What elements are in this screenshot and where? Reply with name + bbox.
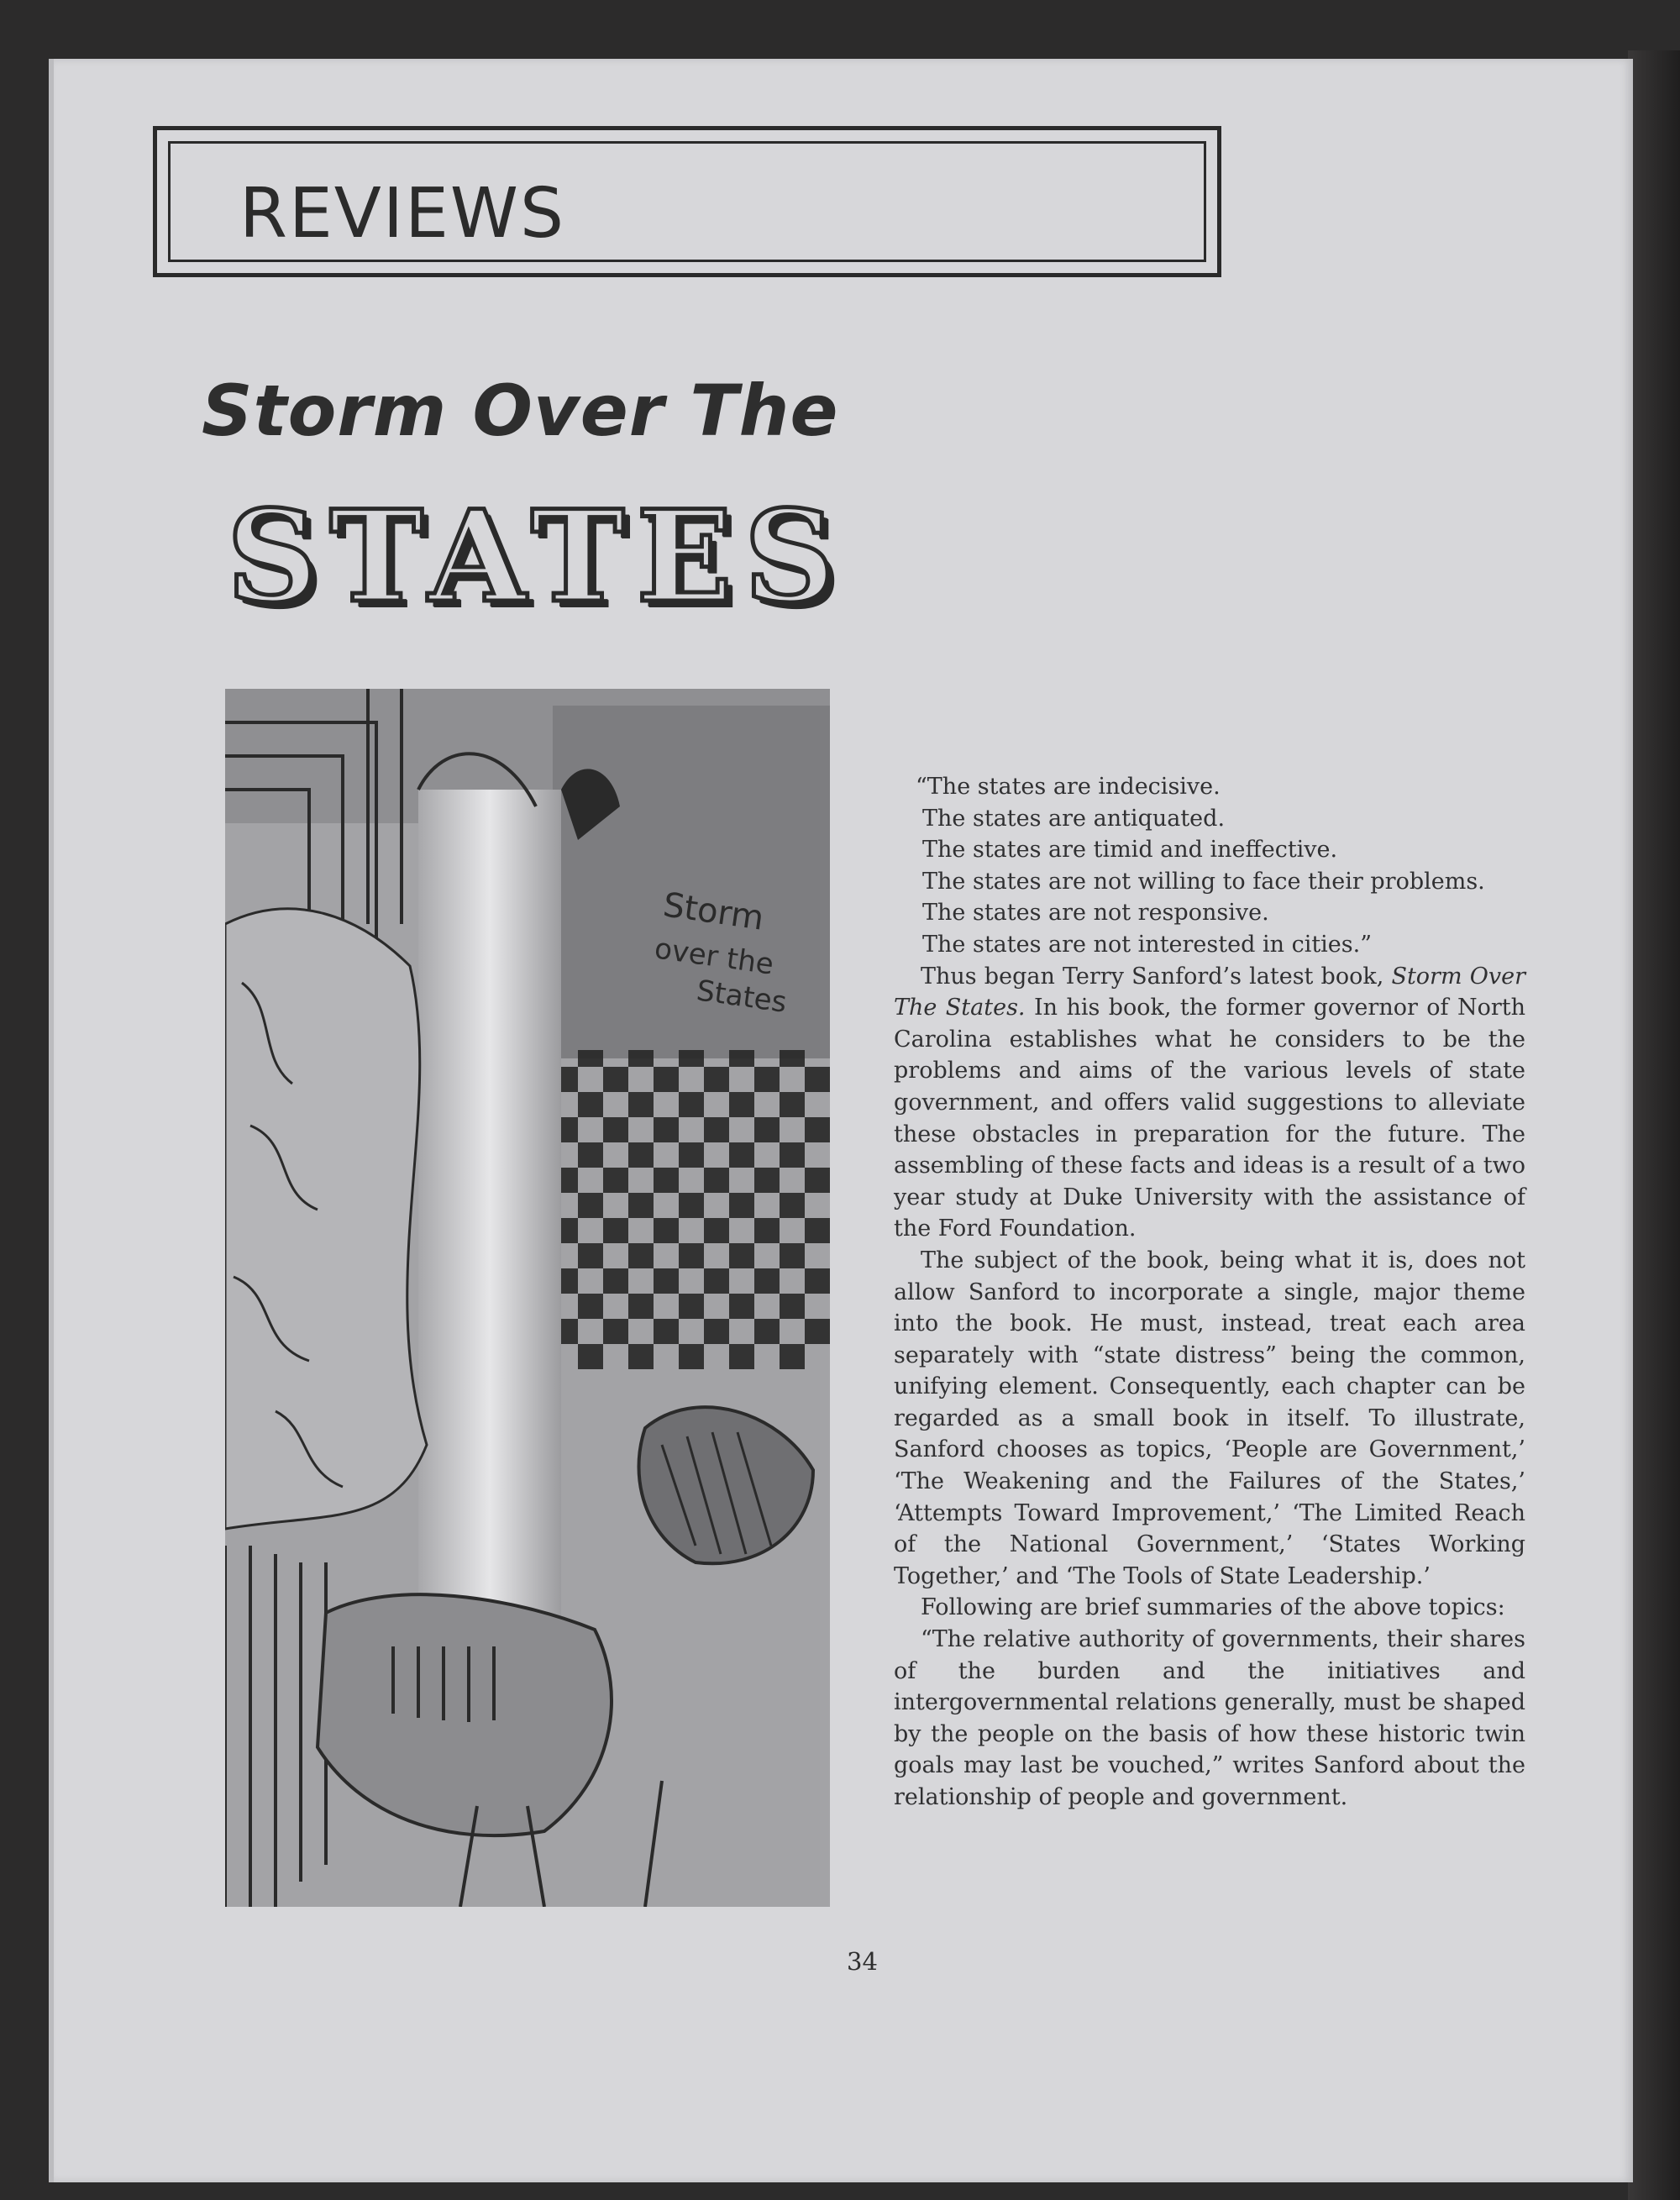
article-title-line-1: Storm Over The xyxy=(202,370,839,452)
paragraph-2: The subject of the book, being what it is, does not allow Sanford to incorporate a single, major theme into the book. He must, instead, treat each area separately with “state distress” being the common, unifying element. Consequently, each chapter can be regarded as a small book in itself. To illustrate, Sanford chooses as topics, ‘People are Government,’ ‘The Weakening and the Failures of the States,’ ‘Attempts Toward Improvement,’ ‘The Limited Reach of the National Government,’ ‘States Working Together,’ and ‘The Tools of State Leadership.’ xyxy=(894,1247,1525,1589)
article-body xyxy=(894,771,1525,1814)
svg-text:Storm: Storm xyxy=(660,885,767,938)
svg-text:States: States xyxy=(694,974,789,1020)
section-header-box xyxy=(153,126,1221,277)
quote-line: The states are not willing to face their problems. xyxy=(922,868,1485,895)
paragraph-4: “The relative authority of governments, their shares of the burden and the initiatives and intergovernmental relations generally, must be shaped by the people on the basis of how these historic twin goals may last be vouched,” writes Sanford about the relationship of people and government. xyxy=(894,1626,1525,1810)
quote-line: The states are antiquated. xyxy=(922,805,1226,832)
paragraph-3: Following are brief summaries of the above topics: xyxy=(921,1594,1505,1621)
article-title-line-2: STATES xyxy=(227,483,848,631)
section-label: REVIEWS xyxy=(239,174,566,254)
quote-line: “The states are indecisive. xyxy=(916,774,1221,800)
illustration-drawing xyxy=(225,689,830,1907)
article-illustration xyxy=(225,689,830,1907)
page-number: 34 xyxy=(847,1947,878,1976)
quote-line: The states are not interested in cities.” xyxy=(922,931,1373,958)
paragraph-1-lead: Thus began Terry Sanford’s latest book, xyxy=(921,963,1392,990)
paragraph-1-rest: In his book, the former governor of North Carolina establishes what he considers to be the problems and aims of the various levels of state government, and offers valid suggestions to alleviate these obstacles in preparation for the future. The assembling of these facts and ideas is a result of a two year study at Duke University with the assistance of the Ford Foundation. xyxy=(894,995,1526,1242)
svg-text:over the: over the xyxy=(652,932,776,982)
book-title: Storm Over The States. xyxy=(894,963,1525,1021)
quote-line: The states are timid and ineffective. xyxy=(922,837,1338,864)
section-header-inner-frame xyxy=(168,141,1206,262)
quote-line: The states are not responsive. xyxy=(922,900,1269,927)
binding-edge xyxy=(1628,50,1680,2200)
paragraph-1 xyxy=(894,961,1525,1245)
